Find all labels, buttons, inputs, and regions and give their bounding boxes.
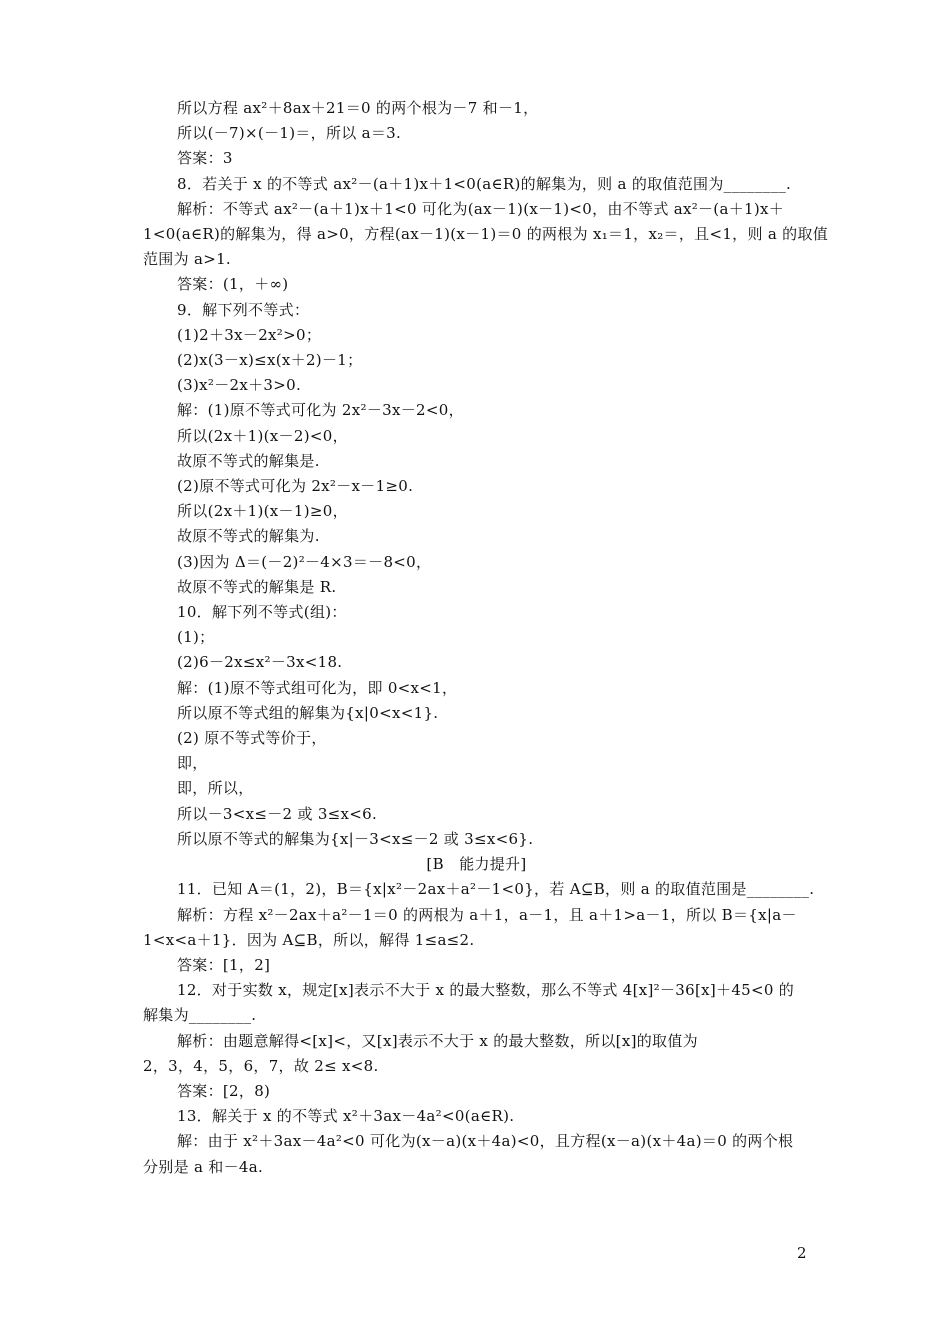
text-line: (2)x(3－x)≤x(x＋2)－1； <box>177 351 363 370</box>
document-body <box>143 96 829 1180</box>
question-13: 13．解关于 x 的不等式 x²＋3ax－4a²<0(a∈R). <box>177 1107 515 1126</box>
section-heading: [B 能力提升] <box>426 855 527 874</box>
text-line: (1)2＋3x－2x²>0； <box>177 325 322 344</box>
text-line: (3)因为 Δ＝(－2)²－4×3＝－8<0， <box>177 552 432 571</box>
text-line: 分别是 a 和－4a. <box>143 1157 264 1176</box>
question-8: 8．若关于 x 的不等式 ax²－(a＋1)x＋1<0(a∈R)的解集为，则 a 的取值范围为________. <box>177 174 792 193</box>
text-line: 解析：由题意解得<[x]<，又[x]表示不大于 x 的最大整数，所以[x]的取值为 <box>177 1031 698 1050</box>
question-11: 11．已知 A＝(1，2)，B＝{x|x²－2ax＋a²－1<0}，若 A⊆B，则 a 的取值范围是________. <box>177 880 815 899</box>
text-line: 故原不等式的解集为. <box>177 527 320 546</box>
question-10: 10．解下列不等式(组)： <box>177 603 347 622</box>
text-line: 解：(1)原不等式组可化为，即 0<x<1， <box>177 678 458 697</box>
text-line: (2)原不等式可化为 2x²－x－1≥0. <box>177 477 414 496</box>
text-line: 解析：方程 x²－2ax＋a²－1＝0 的两根为 a＋1，a－1，且 a＋1>a－1，所以 B＝{x|a－ <box>177 905 797 924</box>
answer-line: 答案：(1，＋∞) <box>177 275 289 294</box>
text-line: 故原不等式的解集是 R. <box>177 577 337 596</box>
text-line: (1)； <box>177 628 215 647</box>
text-line: 范围为 a>1. <box>143 250 231 269</box>
text-line: 1<x<a＋1}．因为 A⊆B，所以，解得 1≤a≤2. <box>143 930 475 949</box>
question-9: 9．解下列不等式： <box>177 300 310 319</box>
text-line: 所以(－7)×(－1)＝，所以 a＝3. <box>177 124 402 143</box>
text-line: 所以原不等式组的解集为{x|0<x<1}. <box>177 703 439 722</box>
text-line: 解析：不等式 ax²－(a＋1)x＋1<0 可化为(ax－1)(x－1)<0，由不等式 ax²－(a＋1)x＋ <box>177 199 785 218</box>
text-line: 解：(1)原不等式可化为 2x²－3x－2<0， <box>177 401 464 420</box>
answer-line: 答案：[1，2] <box>177 955 271 974</box>
text-line: 所以原不等式的解集为{x|－3<x≤－2 或 3≤x<6}. <box>177 829 534 848</box>
text-line: (3)x²－2x＋3>0. <box>177 376 302 395</box>
page-number: 2 <box>797 1244 807 1262</box>
text-line: 即，所以， <box>177 779 254 798</box>
text-line: 解：由于 x²＋3ax－4a²<0 可化为(x－a)(x＋4a)<0，且方程(x－a)(x＋4a)＝0 的两个根 <box>177 1132 794 1151</box>
text-line: (2)6－2x≤x²－3x<18. <box>177 653 343 672</box>
text-line: 所以方程 ax²＋8ax＋21＝0 的两个根为－7 和－1， <box>177 99 539 117</box>
text-line: 2，3，4，5，6，7，故 2≤ x<8. <box>143 1056 379 1075</box>
text-line: 即， <box>177 754 208 773</box>
text-line: 所以(2x＋1)(x－1)≥0， <box>177 502 348 521</box>
question-12: 12．对于实数 x，规定[x]表示不大于 x 的最大整数，那么不等式 4[x]²－36[x]＋45<0 的 <box>177 981 795 1000</box>
text-line: 所以－3<x≤－2 或 3≤x<6. <box>177 804 378 823</box>
answer-line: 答案：3 <box>177 149 233 168</box>
text-line: (2) 原不等式等价于， <box>177 729 327 748</box>
text-line: 解集为________. <box>143 1006 257 1025</box>
text-line: 所以(2x＋1)(x－2)<0， <box>177 426 348 445</box>
text-line: 故原不等式的解集是. <box>177 451 320 470</box>
text-line: 1<0(a∈R)的解集为，得 a>0，方程(ax－1)(x－1)＝0 的两根为 x₁＝1，x₂＝，且<1，则 a 的取值 <box>143 225 829 244</box>
answer-line: 答案：[2，8) <box>177 1081 271 1100</box>
